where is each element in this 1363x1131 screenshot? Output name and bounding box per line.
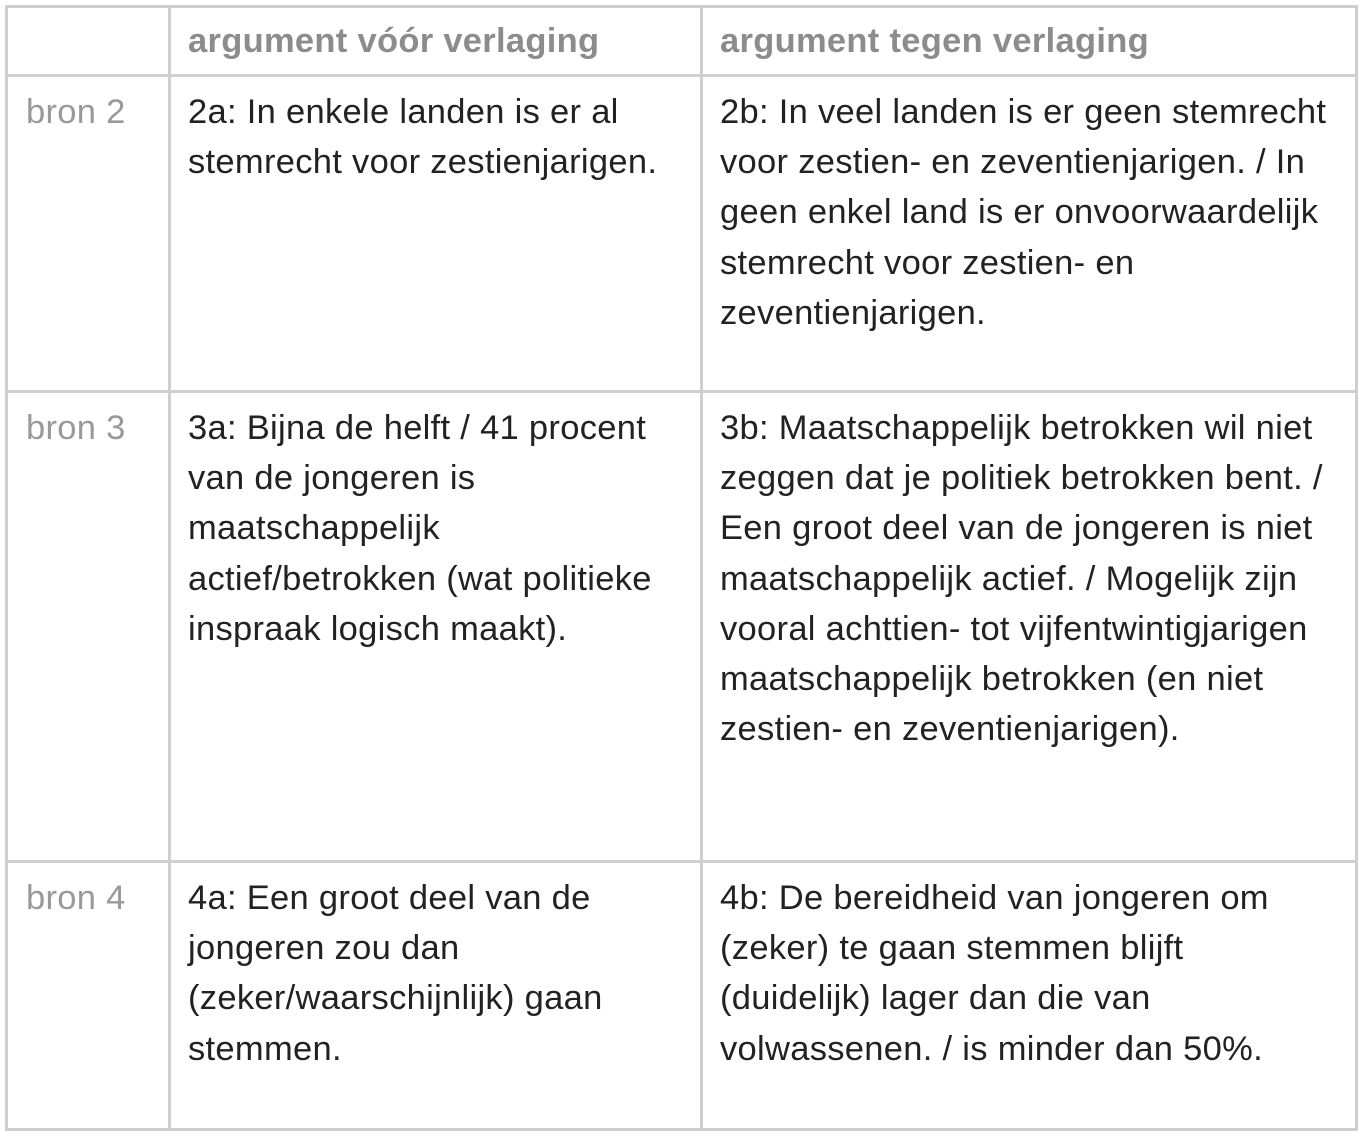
table-row xyxy=(7,76,1357,392)
header-row xyxy=(7,7,1357,76)
arguments-table xyxy=(5,5,1358,1131)
table-row xyxy=(7,862,1357,1130)
table-row xyxy=(7,392,1357,862)
argument-for: 3a: Bijna de helft / 41 procent van de jongeren is maatschappelijk actief/betrokken (wat politieke inspraak logisch maakt). xyxy=(170,392,702,862)
argument-against: 3b: Maatschappelijk betrokken wil niet zeggen dat je politiek betrokken bent. / Een groot deel van de jongeren is niet maatschappelijk actief. / Mogelijk zijn vooral achttien- tot vijfentwintigjarigen maatschappelijk betrokken (en niet zestien- en zeventienjarigen). xyxy=(702,392,1357,862)
argument-against: 4b: De bereidheid van jongeren om (zeker) te gaan stemmen blijft (duidelijk) lager dan die van volwassenen. / is minder dan 50%. xyxy=(702,862,1357,1130)
header-for: argument vóór verlaging xyxy=(170,7,702,76)
header-against: argument tegen verlaging xyxy=(702,7,1357,76)
source-label: bron 3 xyxy=(7,392,170,862)
argument-against: 2b: In veel landen is er geen stemrecht voor zestien- en zeventienjarigen. / In geen enkel land is er onvoorwaardelijk stemrecht voor zestien- en zeventienjarigen. xyxy=(702,76,1357,392)
source-label: bron 4 xyxy=(7,862,170,1130)
argument-for: 2a: In enkele landen is er al stemrecht voor zestienjarigen. xyxy=(170,76,702,392)
header-empty xyxy=(7,7,170,76)
argument-for: 4a: Een groot deel van de jongeren zou dan (zeker/waarschijnlijk) gaan stemmen. xyxy=(170,862,702,1130)
source-label: bron 2 xyxy=(7,76,170,392)
